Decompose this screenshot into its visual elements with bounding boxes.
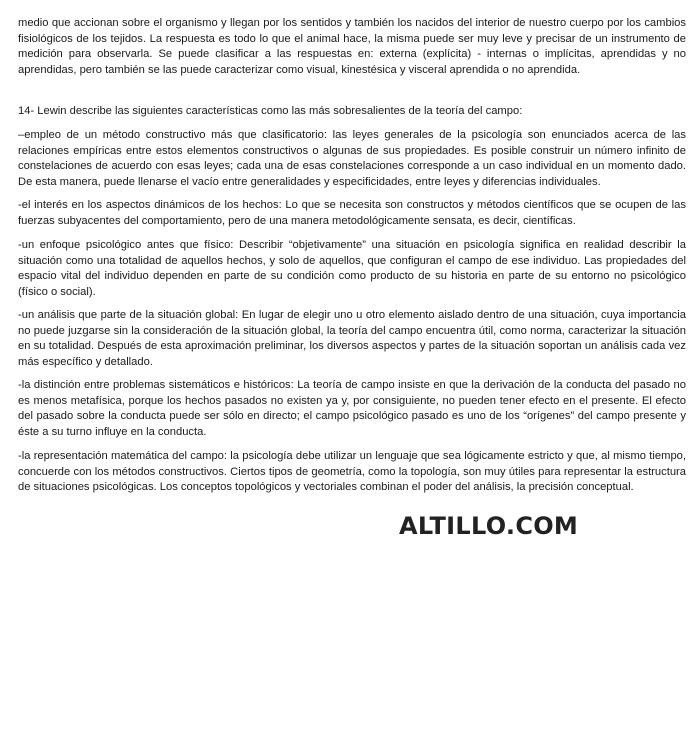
paragraph-systematic-historical: -la distinción entre problemas sistemáticos e históricos: La teoría de campo insiste en que la derivación de la conducta del pasado no es menos metafísica, porque los hechos pasados no existen ya y, por consiguiente, no pueden tener efecto en el presente. El efecto del pasado sobre la conducta puede ser sólo en directo; el campo psicológico pasado es uno de los “orígenes” del campo presente y éste a su turno influye en la conducta. [18,379,686,438]
paragraph-dynamic-aspects: -el interés en los aspectos dinámicos de los hechos: Lo que se necesita son constructos y métodos científicos que se ocupen de las fuerzas subyacentes del comportamiento, pero de una manera metodológicamente sensata, es decir, científicas. [18,199,686,227]
intro-paragraph: medio que accionan sobre el organismo y llegan por los sentidos y también los nacidos del interior de nuestro cuerpo por los cambios fisiológicos de los tejidos. La respuesta es todo lo que el animal hace, la misma puede ser muy leve y precisar de un instrumento de medición para observarla. Se puede clasificar a las respuestas en: externa (explícita) - internas o implícitas, aprendidas y no aprendidas, pero también se las puede caracterizar como visual, kinestésica y visceral aprendida o no aprendida. [18,17,686,76]
paragraph-psychological-approach: -un enfoque psicológico antes que físico: Describir “objetivamente” una situación en psicología significa en realidad describir la situación como una totalidad de aquellos hechos, y solo de aquellos, que configuran el campo de ese individuo. Las propiedades del espacio vital del individuo dependen en parte de su condición como producto de su historia en parte de su entorno no psicológico (físico o social). [18,239,686,298]
altillo-watermark-logo: ALTILLO.COM [399,512,579,540]
paragraph-global-situation: -un análisis que parte de la situación global: En lugar de elegir uno u otro elemento aislado dentro de una situación, cuya importancia no puede juzgarse sin la consideración de la situación global, la teoría del campo encuentra útil, como norma, caracterizar la situación en su totalidad. Después de esta aproximación preliminar, los diversos aspectos y partes de la situación soportan un análisis cada vez más específico y detallado. [18,309,686,368]
paragraph-constructive-method: –empleo de un método constructivo más que clasificatorio: las leyes generales de la psicología son enunciados acerca de las relaciones empíricas entre estos elementos constructivos o algunas de sus propiedades. Es posible construir un número infinito de constelaciones de acuerdo con esas leyes; cada una de esas constelaciones corresponde a un caso individual en un momento dado. De esta manera, puede llenarse el vacío entre generalidades y especificidades, entre leyes y diferencias individuales. [18,129,686,188]
section-heading: 14- Lewin describe las siguientes características como las más sobresalientes de la teoría del campo: [18,105,523,117]
paragraph-mathematical-representation: -la representación matemática del campo: la psicología debe utilizar un lenguaje que sea lógicamente estricto y que, al mismo tiempo, concuerde con los métodos constructivos. Ciertos tipos de geometría, como la topología, son muy útiles para representar la estructura de situaciones psicológicas. Los conceptos topológicos y vectoriales combinan el poder del análisis, la precisión conceptual. [18,450,686,494]
